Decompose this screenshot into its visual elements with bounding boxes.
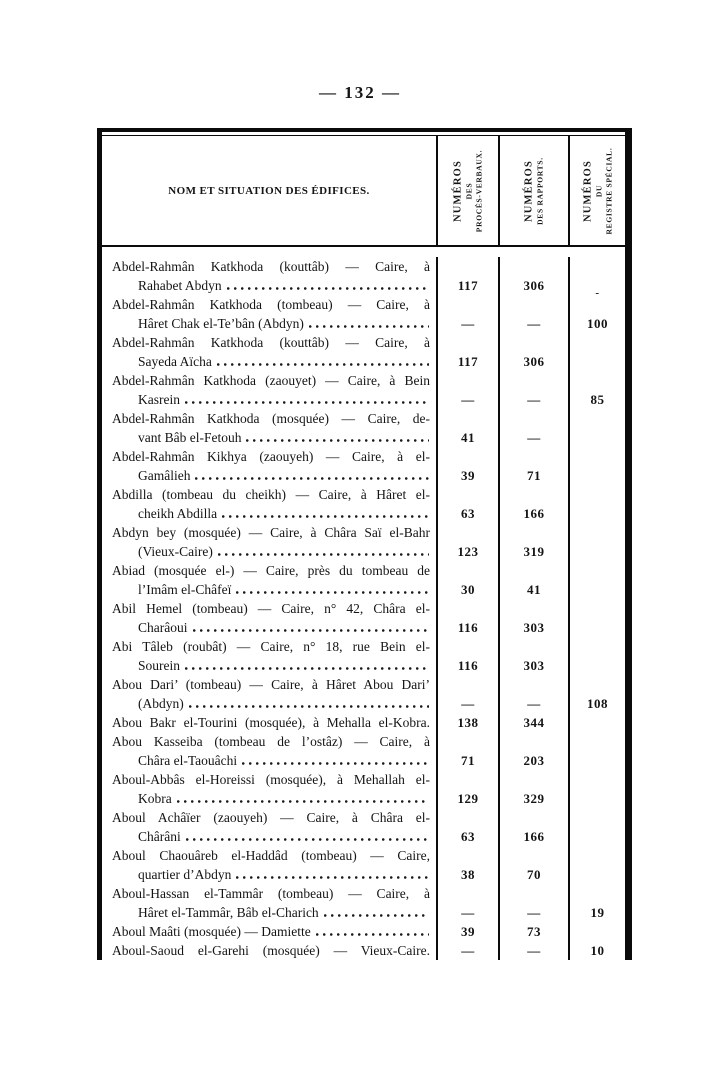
proces-verbaux-value-text: — bbox=[461, 696, 475, 711]
registre-value bbox=[568, 732, 625, 770]
proces-verbaux-value bbox=[436, 333, 498, 371]
edifice-name bbox=[102, 295, 436, 333]
rapports-value bbox=[498, 941, 568, 960]
table-row bbox=[102, 675, 625, 713]
rapports-value-text: 306 bbox=[523, 354, 545, 369]
registre-value-text: 19 bbox=[590, 905, 605, 920]
edifice-name-line2: Charâoui bbox=[138, 620, 188, 635]
rapports-value bbox=[498, 808, 568, 846]
table-row bbox=[102, 846, 625, 884]
header-line: NUMÉROS bbox=[582, 159, 593, 222]
proces-verbaux-value-text: 116 bbox=[457, 620, 479, 635]
proces-verbaux-value-text: 123 bbox=[457, 544, 479, 559]
edifice-name-line1: Abdel-Rahmân Katkhoda (kouttâb) — Caire, à bbox=[112, 259, 430, 274]
edifice-name bbox=[102, 257, 436, 295]
edifice-name-line2-wrap bbox=[112, 542, 430, 561]
edifice-name bbox=[102, 599, 436, 637]
edifice-name-line2: Châra el-Taouâchi bbox=[138, 753, 238, 768]
edifices-table bbox=[97, 128, 632, 960]
registre-value bbox=[568, 808, 625, 846]
table-row bbox=[102, 713, 625, 732]
edifice-name-line2-wrap bbox=[112, 352, 430, 371]
dot-leader bbox=[217, 362, 429, 367]
proces-verbaux-value bbox=[436, 732, 498, 770]
numeric-column-header bbox=[436, 136, 498, 245]
rapports-value bbox=[498, 675, 568, 713]
registre-value-text: 85 bbox=[590, 392, 605, 407]
rapports-value bbox=[498, 846, 568, 884]
dot-leader bbox=[177, 799, 429, 804]
rapports-value-text: 203 bbox=[523, 753, 545, 768]
proces-verbaux-value bbox=[436, 884, 498, 922]
edifice-name bbox=[102, 409, 436, 447]
proces-verbaux-value bbox=[436, 485, 498, 523]
page-number: — 132 — bbox=[319, 83, 401, 102]
name-column-header-label: NOM ET SITUATION DES ÉDIFICES. bbox=[168, 184, 370, 197]
proces-verbaux-value bbox=[436, 941, 498, 960]
edifice-name-line1: Aboul-Saoud el-Garehi (mosquée) — Vieux-Caire. bbox=[112, 943, 430, 958]
proces-verbaux-value-text: 71 bbox=[461, 753, 475, 768]
proces-verbaux-value bbox=[436, 371, 498, 409]
proces-verbaux-value-text: — bbox=[461, 316, 475, 331]
registre-value-text: - bbox=[595, 287, 600, 299]
edifice-name-line2: l’Imâm el-Châfeï bbox=[138, 582, 232, 597]
edifice-name-line1: Abdyn bey (mosquée) — Caire, à Châra Saï el-Bahr bbox=[112, 525, 430, 540]
proces-verbaux-value-text: 41 bbox=[461, 430, 475, 445]
registre-value bbox=[568, 770, 625, 808]
proces-verbaux-value-text: — bbox=[461, 392, 475, 407]
rapports-value-text: 41 bbox=[527, 582, 541, 597]
header-line: REGISTRE SPÉCIAL. bbox=[604, 147, 613, 234]
rapports-value bbox=[498, 371, 568, 409]
table-row bbox=[102, 808, 625, 846]
edifice-name-line2-wrap bbox=[112, 580, 430, 599]
edifice-name-line1: Abdel-Rahmân Kikhya (zaouyeh) — Caire, à el- bbox=[112, 449, 430, 464]
edifice-name bbox=[102, 333, 436, 371]
edifice-name bbox=[102, 770, 436, 808]
edifice-name-line1: Aboul Chaouâreb el-Haddâd (tombeau) — Caire, bbox=[112, 848, 430, 863]
dot-leader bbox=[218, 552, 429, 557]
edifice-name-line2: Kasrein bbox=[138, 392, 180, 407]
rapports-value-text: 329 bbox=[523, 791, 545, 806]
registre-value-text: 108 bbox=[587, 696, 608, 711]
proces-verbaux-value-text: 116 bbox=[457, 658, 479, 673]
edifice-name-line2-wrap bbox=[112, 428, 430, 447]
rapports-value bbox=[498, 770, 568, 808]
rapports-value-text: 166 bbox=[523, 506, 545, 521]
edifice-name-line1: Abou Bakr el-Tourini (mosquée), à Mehalla el-Kobra. bbox=[112, 715, 430, 730]
edifice-name-line2: Sayeda Aïcha bbox=[138, 354, 212, 369]
edifice-name-line2: Gamâlieh bbox=[138, 468, 191, 483]
edifice-name bbox=[102, 637, 436, 675]
registre-value bbox=[568, 257, 625, 299]
rapports-value bbox=[498, 922, 568, 941]
proces-verbaux-value bbox=[436, 599, 498, 637]
dot-leader bbox=[185, 666, 429, 671]
edifice-name-line1: Abiad (mosquée el-) — Caire, près du tombeau de bbox=[112, 563, 430, 578]
dot-leader bbox=[236, 875, 429, 880]
registre-value bbox=[568, 884, 625, 922]
registre-value bbox=[568, 941, 625, 960]
edifice-name bbox=[102, 447, 436, 485]
table-row bbox=[102, 770, 625, 808]
dot-leader bbox=[246, 438, 429, 443]
rapports-value bbox=[498, 523, 568, 561]
table-header-row bbox=[102, 136, 625, 247]
edifice-name-line2: (Abdyn) bbox=[138, 696, 184, 711]
dot-leader bbox=[316, 932, 429, 937]
rapports-value-text: — bbox=[527, 943, 541, 958]
edifice-name-line1: Aboul-Abbâs el-Horeissi (mosquée), à Mehallah el- bbox=[112, 772, 430, 787]
edifice-name bbox=[102, 846, 436, 884]
dot-leader bbox=[186, 837, 429, 842]
edifice-name-line2: Hâret el-Tammâr, Bâb el-Charich bbox=[138, 905, 319, 920]
rapports-value bbox=[498, 637, 568, 675]
proces-verbaux-value bbox=[436, 713, 498, 732]
edifice-name-line2-wrap bbox=[112, 466, 430, 485]
proces-verbaux-value bbox=[436, 257, 498, 295]
name-column-header bbox=[102, 136, 436, 245]
dot-leader bbox=[309, 324, 429, 329]
table-row bbox=[102, 599, 625, 637]
dot-leader bbox=[222, 514, 429, 519]
registre-value bbox=[568, 846, 625, 884]
rapports-value-text: — bbox=[527, 392, 541, 407]
proces-verbaux-value-text: 38 bbox=[461, 867, 475, 882]
proces-verbaux-value-text: 63 bbox=[461, 829, 475, 844]
edifice-name-line1: Abou Dari’ (tombeau) — Caire, à Hâret Abou Dari’ bbox=[112, 677, 430, 692]
proces-verbaux-value bbox=[436, 409, 498, 447]
proces-verbaux-value-text: 117 bbox=[457, 354, 479, 369]
edifice-name-line2-wrap bbox=[112, 276, 430, 295]
edifice-name-line2-wrap bbox=[112, 390, 430, 409]
edifice-name-line1-wrap bbox=[112, 922, 430, 941]
rapports-value bbox=[498, 713, 568, 732]
edifice-name-line2-wrap bbox=[112, 504, 430, 523]
table-row bbox=[102, 257, 625, 299]
proces-verbaux-value-text: 39 bbox=[461, 468, 475, 483]
edifice-name bbox=[102, 523, 436, 561]
edifice-name-line2-wrap bbox=[112, 751, 430, 770]
edifice-name-line2: Rahabet Abdyn bbox=[138, 278, 222, 293]
proces-verbaux-value-text: 39 bbox=[461, 924, 475, 939]
rotated-header-text bbox=[452, 139, 485, 243]
rapports-value-text: — bbox=[527, 316, 541, 331]
edifice-name-line2-wrap bbox=[112, 789, 430, 808]
proces-verbaux-value bbox=[436, 523, 498, 561]
table-row bbox=[102, 371, 625, 409]
dot-leader bbox=[185, 400, 429, 405]
rapports-value-text: 73 bbox=[527, 924, 541, 939]
rotated-header-text bbox=[523, 139, 546, 243]
dot-leader bbox=[242, 761, 429, 766]
rapports-value bbox=[498, 485, 568, 523]
rapports-value-text: 70 bbox=[527, 867, 541, 882]
edifice-name bbox=[102, 561, 436, 599]
edifice-name-line1: Abdel-Rahmân Katkhoda (kouttâb) — Caire, à bbox=[112, 335, 430, 350]
rapports-value-text: 306 bbox=[523, 278, 545, 293]
numeric-column-header bbox=[498, 136, 568, 245]
registre-value bbox=[568, 675, 625, 713]
edifice-name bbox=[102, 732, 436, 770]
edifice-name-line2-wrap bbox=[112, 656, 430, 675]
edifice-name bbox=[102, 675, 436, 713]
proces-verbaux-value-text: 63 bbox=[461, 506, 475, 521]
edifice-name-line2-wrap bbox=[112, 314, 430, 333]
table-row bbox=[102, 561, 625, 599]
registre-value bbox=[568, 333, 625, 371]
proces-verbaux-value-text: 138 bbox=[457, 715, 479, 730]
edifice-name-line1: Aboul Achâïer (zaouyeh) — Caire, à Châra el- bbox=[112, 810, 430, 825]
dot-leader bbox=[236, 590, 429, 595]
edifice-name-line2: quartier d’Abdyn bbox=[138, 867, 232, 882]
rapports-value-text: 303 bbox=[523, 620, 545, 635]
edifice-name-line1: Abdel-Rahmân Katkhoda (zaouyet) — Caire, à Bein bbox=[112, 373, 430, 388]
edifice-name-line1: Aboul Maâti (mosquée) — Damiette bbox=[112, 924, 311, 939]
registre-value bbox=[568, 599, 625, 637]
proces-verbaux-value-text: 117 bbox=[457, 278, 479, 293]
registre-value bbox=[568, 409, 625, 447]
proces-verbaux-value-text: — bbox=[461, 905, 475, 920]
registre-value-text: 10 bbox=[590, 943, 605, 958]
table-row bbox=[102, 732, 625, 770]
rapports-value-text: 319 bbox=[523, 544, 545, 559]
proces-verbaux-value bbox=[436, 922, 498, 941]
proces-verbaux-value bbox=[436, 447, 498, 485]
table-row bbox=[102, 922, 625, 941]
proces-verbaux-value-text: 129 bbox=[457, 791, 479, 806]
edifice-name bbox=[102, 808, 436, 846]
header-line: NUMÉROS bbox=[452, 159, 464, 222]
registre-value bbox=[568, 485, 625, 523]
rapports-value bbox=[498, 409, 568, 447]
proces-verbaux-value bbox=[436, 846, 498, 884]
registre-value bbox=[568, 371, 625, 409]
header-line: NUMÉROS bbox=[523, 159, 535, 222]
registre-value bbox=[568, 637, 625, 675]
edifice-name bbox=[102, 884, 436, 922]
table-row bbox=[102, 295, 625, 333]
edifice-name-line2-wrap bbox=[112, 903, 430, 922]
proces-verbaux-value bbox=[436, 295, 498, 333]
registre-value bbox=[568, 561, 625, 599]
edifice-name bbox=[102, 922, 436, 941]
header-line: PROCÈS-VERBAUX. bbox=[474, 149, 484, 232]
edifice-name-line2: vant Bâb el-Fetouh bbox=[138, 430, 242, 445]
edifice-name-line2-wrap bbox=[112, 618, 430, 637]
registre-value bbox=[568, 523, 625, 561]
proces-verbaux-value bbox=[436, 637, 498, 675]
rapports-value bbox=[498, 447, 568, 485]
edifice-name-line2-wrap bbox=[112, 694, 430, 713]
edifice-name-line1: Aboul-Hassan el-Tammâr (tombeau) — Caire, à bbox=[112, 886, 430, 901]
dot-leader bbox=[193, 628, 430, 633]
dot-leader bbox=[324, 913, 429, 918]
rapports-value-text: — bbox=[527, 905, 541, 920]
table-row bbox=[102, 409, 625, 447]
rapports-value bbox=[498, 561, 568, 599]
registre-value bbox=[568, 447, 625, 485]
edifice-name bbox=[102, 713, 436, 732]
table-body bbox=[102, 247, 625, 960]
edifice-name-line2-wrap bbox=[112, 827, 430, 846]
proces-verbaux-value-text: 30 bbox=[461, 582, 475, 597]
numeric-column-header bbox=[568, 136, 625, 245]
registre-value bbox=[568, 922, 625, 941]
rapports-value bbox=[498, 257, 568, 295]
rapports-value-text: — bbox=[527, 430, 541, 445]
edifice-name-line1: Abdilla (tombeau du cheikh) — Caire, à Hâret el- bbox=[112, 487, 430, 502]
proces-verbaux-value bbox=[436, 561, 498, 599]
table-row bbox=[102, 447, 625, 485]
rapports-value bbox=[498, 884, 568, 922]
table-row bbox=[102, 941, 625, 960]
edifice-name-line2: Kobra bbox=[138, 791, 172, 806]
edifice-name-line1: Abdel-Rahmân Katkhoda (tombeau) — Caire, à bbox=[112, 297, 430, 312]
dot-leader bbox=[189, 704, 429, 709]
rapports-value-text: 303 bbox=[523, 658, 545, 673]
edifice-name-line2: Sourein bbox=[138, 658, 180, 673]
edifice-name-line1: Abi Tâleb (roubât) — Caire, n° 18, rue Bein el- bbox=[112, 639, 430, 654]
edifice-name-line2: Hâret Chak el-Te’bân (Abdyn) bbox=[138, 316, 304, 331]
dot-leader bbox=[195, 476, 429, 481]
rapports-value bbox=[498, 333, 568, 371]
edifice-name-line2: (Vieux-Caire) bbox=[138, 544, 213, 559]
edifice-name-line2: Chârâni bbox=[138, 829, 181, 844]
edifice-name bbox=[102, 371, 436, 409]
dot-leader bbox=[227, 286, 429, 291]
table-row bbox=[102, 637, 625, 675]
table-row bbox=[102, 485, 625, 523]
rapports-value-text: 71 bbox=[527, 468, 541, 483]
rapports-value-text: — bbox=[527, 696, 541, 711]
proces-verbaux-value bbox=[436, 675, 498, 713]
rapports-value bbox=[498, 599, 568, 637]
proces-verbaux-value bbox=[436, 808, 498, 846]
table-row bbox=[102, 523, 625, 561]
rapports-value-text: 344 bbox=[523, 715, 545, 730]
rapports-value-text: 166 bbox=[523, 829, 545, 844]
proces-verbaux-value-text: — bbox=[461, 943, 475, 958]
table-row bbox=[102, 333, 625, 371]
rapports-value bbox=[498, 295, 568, 333]
registre-value-text: 100 bbox=[587, 316, 608, 331]
edifice-name bbox=[102, 485, 436, 523]
proces-verbaux-value bbox=[436, 770, 498, 808]
rotated-header-text bbox=[581, 139, 614, 243]
rapports-value bbox=[498, 732, 568, 770]
edifice-name-line1: Abil Hemel (tombeau) — Caire, n° 42, Châra el- bbox=[112, 601, 430, 616]
registre-value bbox=[568, 713, 625, 732]
header-line: DES bbox=[464, 182, 474, 199]
header-line: DU bbox=[594, 184, 603, 197]
edifice-name-line2-wrap bbox=[112, 865, 430, 884]
header-line: DES RAPPORTS. bbox=[535, 156, 545, 225]
table-row bbox=[102, 884, 625, 922]
edifice-name bbox=[102, 941, 436, 960]
edifice-name-line1: Abou Kasseiba (tombeau de l’ostâz) — Caire, à bbox=[112, 734, 430, 749]
edifice-name-line1: Abdel-Rahmân Katkhoda (mosquée) — Caire, de- bbox=[112, 411, 430, 426]
edifice-name-line2: cheikh Abdilla bbox=[138, 506, 218, 521]
